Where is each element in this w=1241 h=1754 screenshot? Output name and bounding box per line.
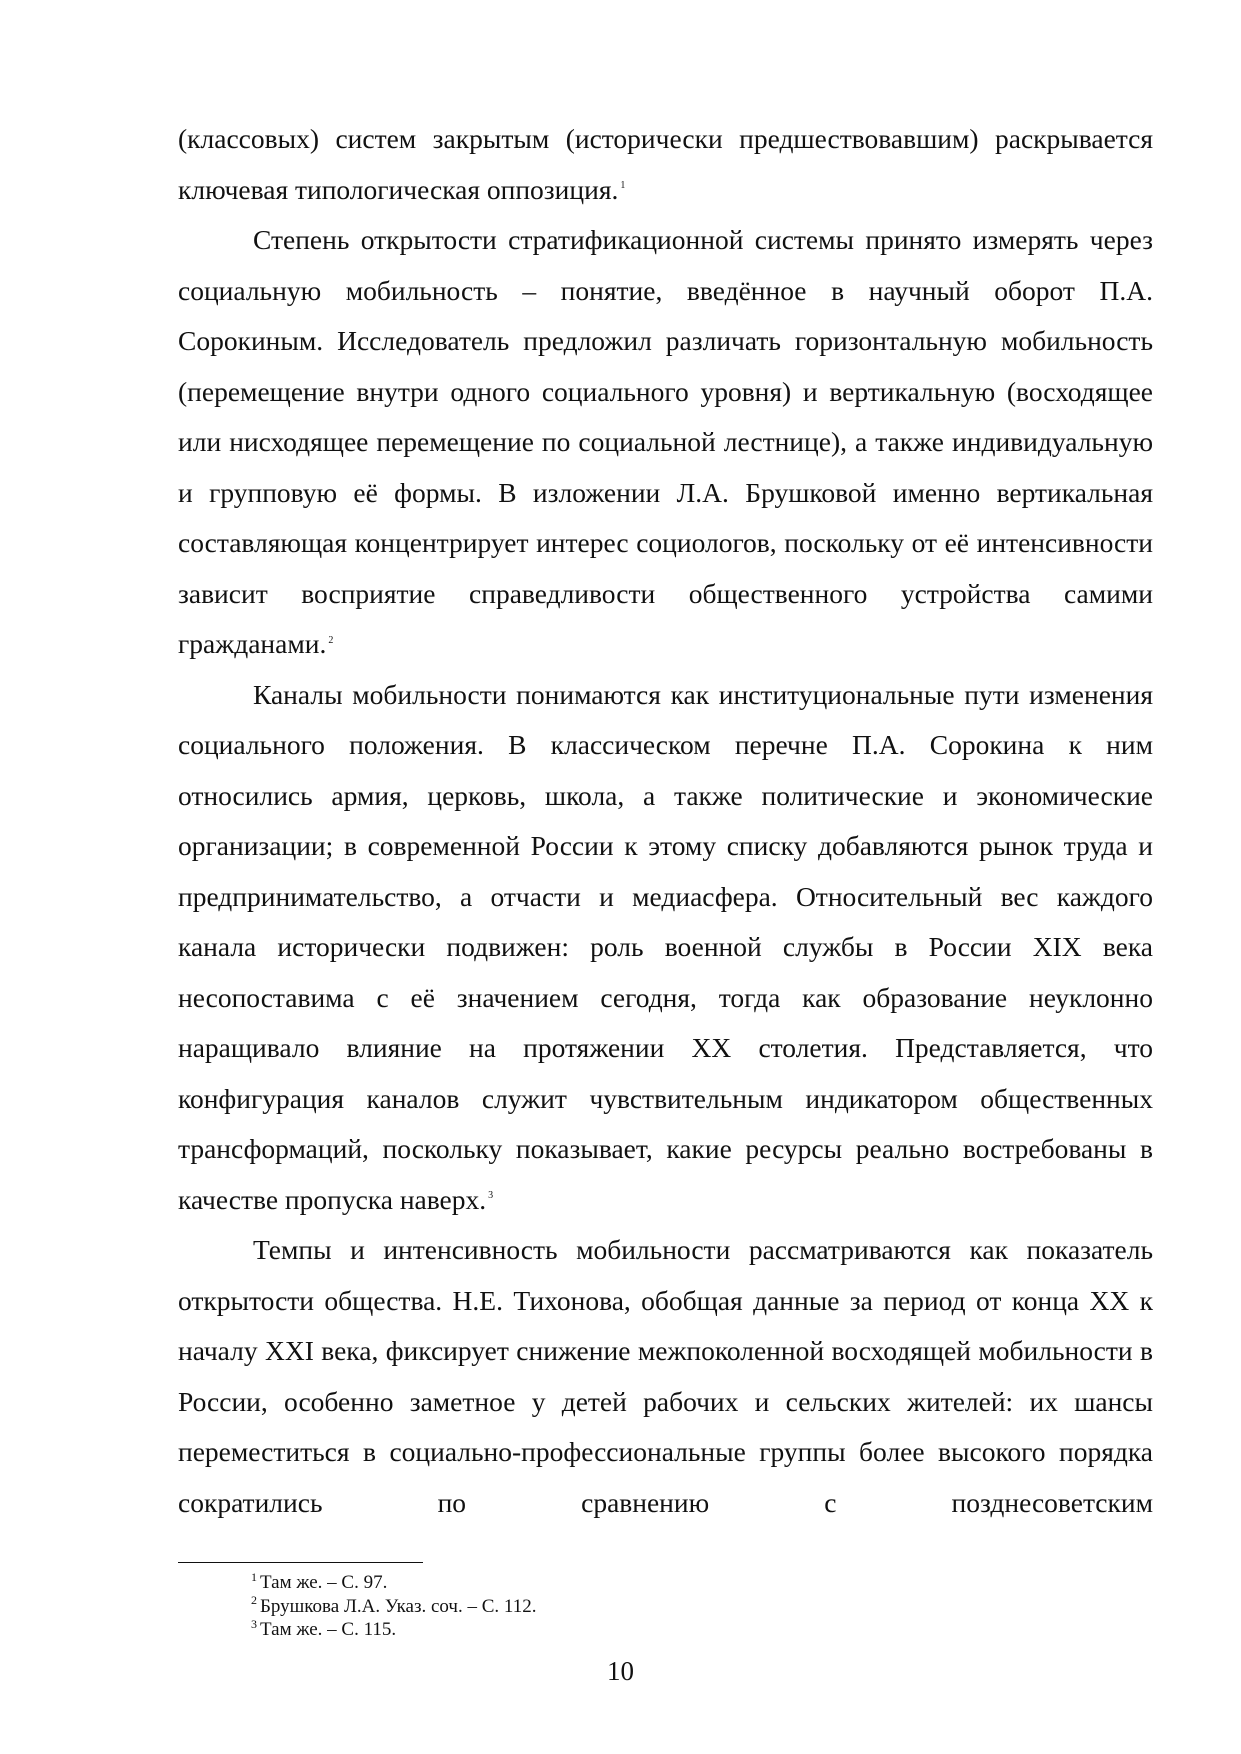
footnote-2-text: Брушкова Л.А. Указ. соч. – С. 112. (260, 1595, 537, 1617)
paragraph-2 (178, 215, 1153, 670)
footnote-separator (178, 1562, 423, 1563)
body-text (178, 114, 1153, 1528)
footnote-1 (251, 1571, 1111, 1595)
paragraph-3 (178, 670, 1153, 1226)
footnote-1-text: Там же. – С. 97. (260, 1572, 388, 1593)
footnote-3 (251, 1618, 1111, 1642)
footnote-2-number: 2 (251, 1593, 257, 1608)
paragraph-2-text: Степень открытости стратификационной системы принято измерять через социальную мобильность – понятие, введённое в научный оборот П.А. Сорокиным. Исследователь предложил различать горизонтальную мобильность (перемещение внутри одного социального уровня) и вертикальную (восходящее или нисходящее перемещение по социальной лестнице), а также индивидуальную и групповую её формы. В изложении Л.А. Брушковой именно вертикальная составляющая концентрирует интерес социологов, поскольку от её интенсивности зависит восприятие справедливости общественного устройства самими гражданами. (178, 224, 1153, 659)
paragraph-4-text: Темпы и интенсивность мобильности рассматриваются как показатель открытости общества. Н.Е. Тихонова, обобщая данные за период от конца XX к началу XXI века, фиксирует снижение межпоколенной восходящей мобильности в России, особенно заметное у детей рабочих и сельских жителей: их шансы переместиться в социально-профессиональные группы более высокого порядка сократились по сравнению с позднесоветским (178, 1234, 1153, 1518)
footnote-3-text: Там же. – С. 115. (260, 1619, 397, 1640)
paragraph-4 (178, 1225, 1153, 1528)
footnote-3-number: 3 (251, 1616, 257, 1631)
page-number: 10 (607, 1656, 634, 1686)
footnote-ref-1[interactable]: 1 (620, 180, 626, 192)
footnote-2 (251, 1595, 1111, 1619)
paragraph-3-text: Каналы мобильности понимаются как институциональные пути изменения социального положения. В классическом перечне П.А. Сорокина к ним относились армия, церковь, школа, а также политические и экономические организации; в современной России к этому списку добавляются рынок труда и предпринимательство, а отчасти и медиасфера. Относительный вес каждого канала исторически подвижен: роль военной службы в России XIX века несопоставима с её значением сегодня, тогда как образование неуклонно наращивало влияние на протяжении XX столетия. Представляется, что конфигурация каналов служит чувствительным индикатором общественных трансформаций, поскольку показывает, какие ресурсы реально востребованы в качестве пропуска наверх. (178, 678, 1153, 1215)
paragraph-1-text: (классовых) систем закрытым (исторически предшествовавшим) раскрывается ключевая типологическая оппозиция. (178, 123, 1153, 205)
footnote-ref-2[interactable]: 2 (328, 634, 334, 646)
footnotes (251, 1571, 1111, 1642)
footnote-1-number: 1 (251, 1569, 257, 1584)
paragraph-1 (178, 114, 1153, 215)
footnote-ref-3[interactable]: 3 (488, 1190, 494, 1202)
